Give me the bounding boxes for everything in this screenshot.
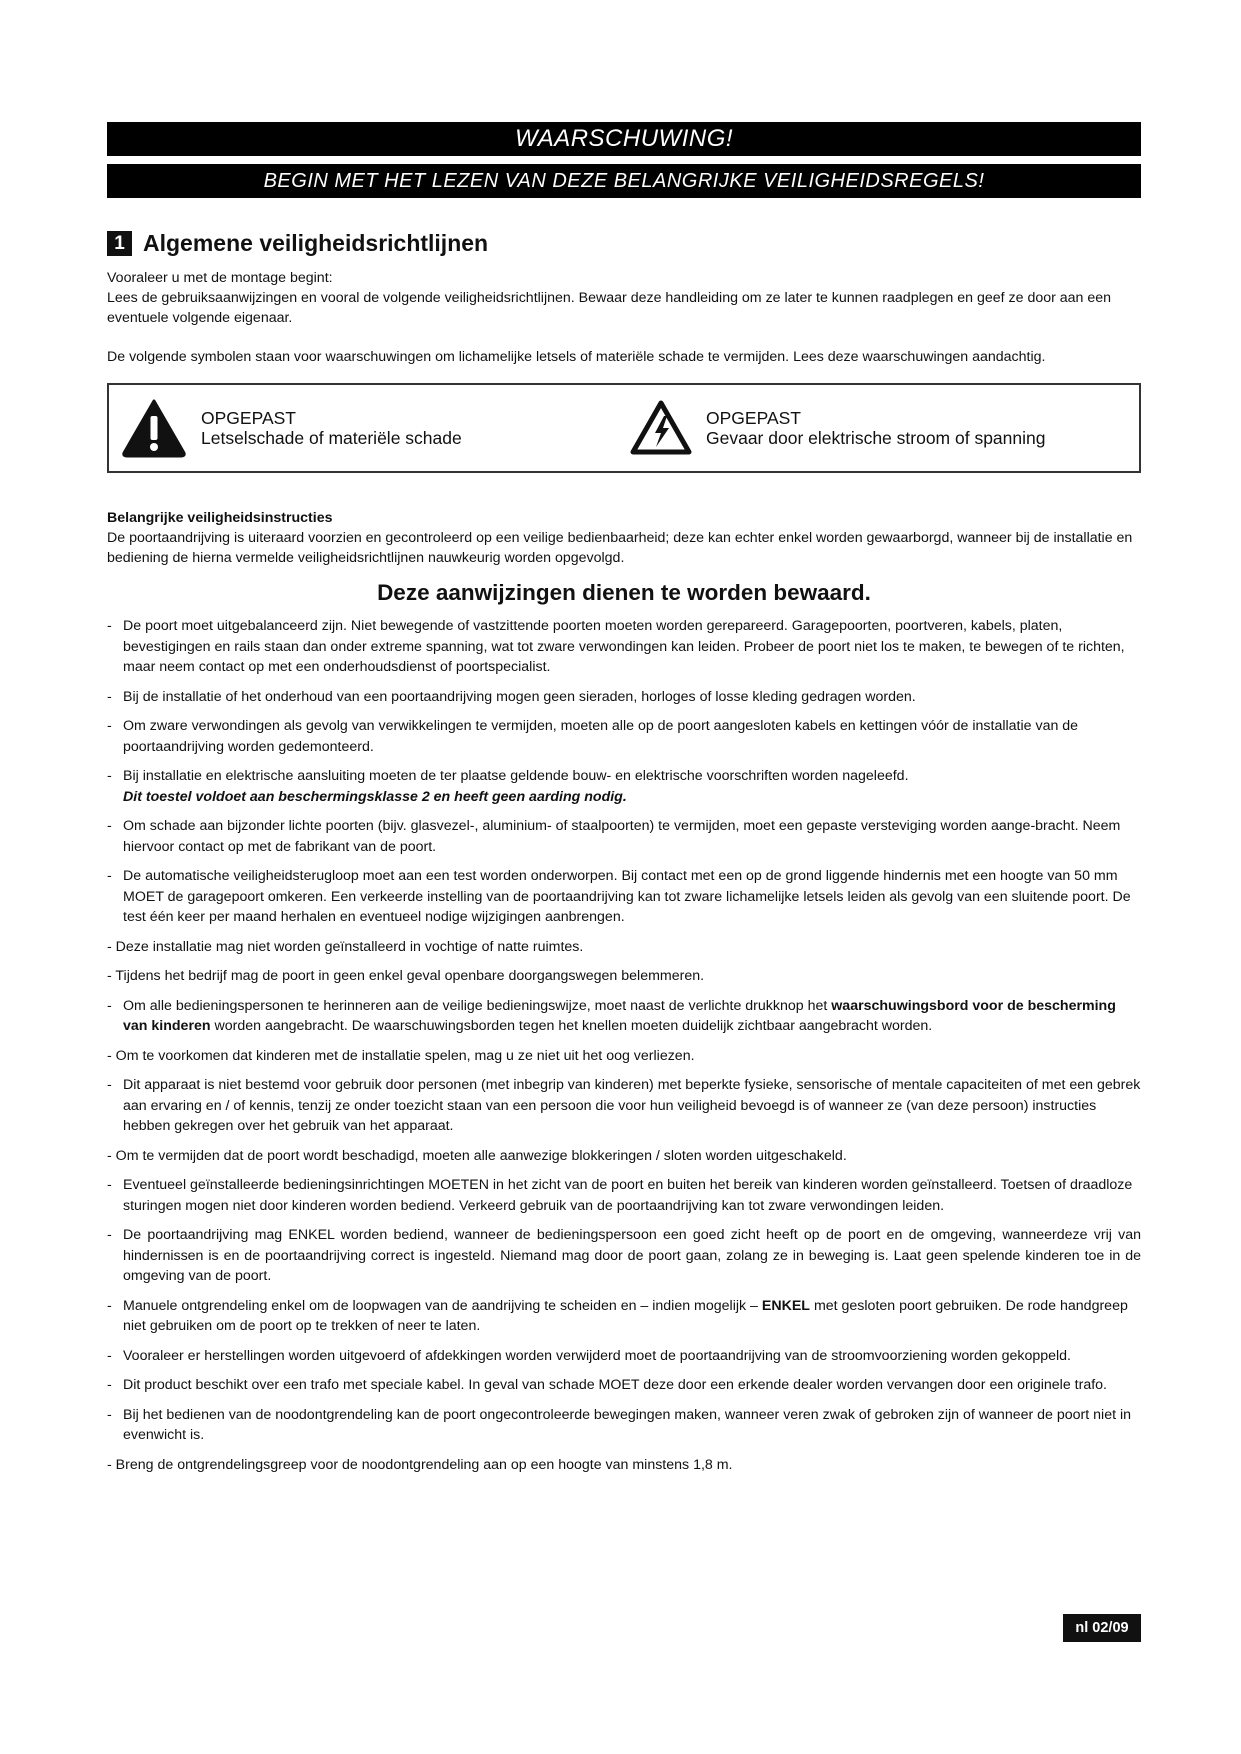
rule-text: met gesloten poort gebruiken. De rode handgreep niet gebruiken om de poort op te trekken of neer te laten. xyxy=(123,1297,1128,1334)
rule-text: Manuele ontgrendeling enkel om de loopwagen van de aandrijving te scheiden en – indien mogelijk – xyxy=(123,1297,758,1314)
section-title: Algemene veiligheidsrichtlijnen xyxy=(143,229,489,256)
intro-text xyxy=(107,268,1141,328)
rule-text: worden aangebracht. De waarschuwingsborden tegen het knellen moeten duidelijk zichtbaar aangebracht worden. xyxy=(214,1018,933,1034)
symbol-electric xyxy=(630,400,1139,456)
page-number: nl 02/09 xyxy=(1063,1614,1141,1642)
keep-heading: Deze aanwijzingen dienen te worden bewaard. xyxy=(377,580,871,605)
manual-page xyxy=(107,122,1141,1484)
rule-item: - Om te voorkomen dat kinderen met de installatie spelen, mag u ze niet uit het oog verliezen. xyxy=(107,1046,1141,1067)
safety-rules-list xyxy=(107,616,1141,1475)
rule-item: - Om te vermijden dat de poort wordt beschadigd, moeten alle aanwezige blokkeringen / sloten worden uitgeschakeld. xyxy=(107,1146,1141,1167)
rule-text: Bij installatie en elektrische aansluiting moeten de ter plaatse geldende bouw- en elektrische voorschriften worden nageleefd. xyxy=(123,768,909,784)
rule-item: - Dit product beschikt over een trafo met speciale kabel. In geval van schade MOET deze door een erkende dealer worden vervangen door een originele trafo. xyxy=(107,1375,1141,1396)
symbol-injury xyxy=(109,398,630,458)
important-text: De poortaandrijving is uiteraard voorzien en gecontroleerd op een veilige bedienbaarheid; deze kan echter enkel worden gewaarborgd, wanneer bij de installatie en bediening de hierna vermelde veiligheidsrichtlijnen nauwkeurig worden opgevolgd. xyxy=(107,530,1133,566)
symbol-injury-description: Letselschade of materiële schade xyxy=(201,428,462,448)
intro-line-1: Vooraleer u met de montage begint: xyxy=(107,270,333,286)
rule-item: - Vooraleer er herstellingen worden uitgevoerd of afdekkingen worden verwijderd moet de poortaandrijving van de stroomvoorziening worden gekoppeld. xyxy=(107,1346,1141,1367)
rule-emphasis: Dit toestel voldoet aan beschermingsklasse 2 en heeft geen aarding nodig. xyxy=(123,788,627,805)
rule-emphasis: waarschuwingsbord voor de bescherming van kinderen xyxy=(123,997,1116,1034)
symbol-electric-text xyxy=(706,408,1045,448)
rule-item: - Om schade aan bijzonder lichte poorten (bijv. glasvezel-, aluminium- of staalpoorten) te vermijden, moet een gepaste versteviging worden aange-bracht. Neem hiervoor contact op met de fabrikant van de poort. xyxy=(107,816,1141,857)
warning-banner: WAARSCHUWING! xyxy=(107,122,1141,156)
symbol-legend-box xyxy=(107,383,1141,473)
rule-item: - Deze installatie mag niet worden geïnstalleerd in vochtige of natte ruimtes. xyxy=(107,937,1141,958)
section-heading xyxy=(107,228,1141,258)
electric-hazard-icon xyxy=(630,400,692,456)
rule-item: - Breng de ontgrendelingsgreep voor de noodontgrendeling aan op een hoogte van minstens 1,8 m. xyxy=(107,1455,1141,1476)
symbol-electric-label: OPGEPAST xyxy=(706,408,801,428)
symbol-electric-description: Gevaar door elektrische stroom of spanning xyxy=(706,428,1046,448)
rule-item xyxy=(107,766,1141,807)
rule-item: - Bij de installatie of het onderhoud van een poortaandrijving mogen geen sieraden, horloges of losse kleding gedragen worden. xyxy=(107,687,1141,708)
rule-text: Om alle bedieningspersonen te herinneren aan de veilige bedieningswijze, moet naast de verlichte drukknop het xyxy=(123,997,828,1014)
rule-item: - Om zware verwondingen als gevolg van verwikkelingen te vermijden, moeten alle op de poort aangesloten kabels en kettingen vóór de installatie van de poortaandrijving worden gedemonteerd. xyxy=(107,716,1141,757)
rule-emphasis: ENKEL xyxy=(761,1297,810,1314)
rule-item: - Dit apparaat is niet bestemd voor gebruik door personen (met inbegrip van kinderen) met beperkte fysieke, sensorische of mentale capaciteiten of met een gebrek aan ervaring en / of kennis, tenzij ze onder toezicht staan van een persoon die voor hun veiligheid bevoegd is of wanneer ze (van deze persoon) instructies hebben gekregen over het gebruik van het apparaat. xyxy=(107,1075,1141,1137)
rule-item: - Eventueel geïnstalleerde bedieningsinrichtingen MOETEN in het zicht van de poort en buiten het bereik van kinderen worden geïnstalleerd. Toetsen of draadloze sturingen mogen niet door kinderen worden bediend. Verkeerd gebruik van de poortaandrijving kan tot zware verwondingen leiden. xyxy=(107,1175,1141,1216)
rule-item xyxy=(107,996,1141,1037)
rule-item: - Bij het bedienen van de noodontgrendeling kan de poort ongecontroleerde bewegingen maken, wanneer veren zwak of gebroken zijn of wanneer de poort niet in evenwicht is. xyxy=(107,1405,1141,1446)
warning-triangle-icon xyxy=(121,398,187,458)
rule-item xyxy=(107,1296,1141,1337)
section-number: 1 xyxy=(107,231,132,256)
rule-item: - Tijdens het bedrijf mag de poort in geen enkel geval openbare doorgangswegen belemmeren. xyxy=(107,966,1141,987)
symbol-injury-label: OPGEPAST xyxy=(201,408,296,428)
intro-line-2: Lees de gebruiksaanwijzingen en vooral de volgende veiligheidsrichtlijnen. Bewaar deze handleiding om ze later te kunnen raadplegen en geef ze door aan een eventuele volgende eigenaar. xyxy=(107,290,1112,326)
symbols-explanation: De volgende symbolen staan voor waarschuwingen om lichamelijke letsels of materiële schade te vermijden. Lees deze waarschuwingen aandachtig. xyxy=(107,349,1046,365)
safety-subtitle-banner: BEGIN MET HET LEZEN VAN DEZE BELANGRIJKE VEILIGHEIDSREGELS! xyxy=(107,164,1141,198)
rule-item: - De poortaandrijving mag ENKEL worden bediend, wanneer de bedieningspersoon een goed zicht heeft op de poort en de omgeving, wanneerdeze vrij van hindernissen is en de poortaandrijving correct is ingesteld. Niemand mag door de poort gaan, zolang ze in beweging is. Laat geen spelende kinderen toe in de omgeving van de poort. xyxy=(107,1225,1141,1287)
rule-item: - De automatische veiligheidsterugloop moet aan een test worden onderworpen. Bij contact met een op de grond liggende hindernis met een hoogte van 50 mm MOET de garagepoort omkeren. Een verkeerde instelling van de poortaandrijving kan tot zware lichamelijke letsels leiden als gevolg van een sluitende poort. De test één keer per maand herhalen en eventueel nodige wijzigingen aanbrengen. xyxy=(107,866,1141,928)
rule-item: - De poort moet uitgebalanceerd zijn. Niet bewegende of vastzittende poorten moeten worden gerepareerd. Garagepoorten, poortveren, kabels, platen, bevestigingen en rails staan dan onder extreme spanning, wat tot zware verwondingen kan leiden. Probeer de poort niet los te maken, te bewegen of te richten, maar neem contact op met een onderhoudsdienst of poortspecialist. xyxy=(107,616,1141,678)
important-title: Belangrijke veiligheidsinstructies xyxy=(107,510,333,526)
symbol-injury-text xyxy=(201,408,462,448)
